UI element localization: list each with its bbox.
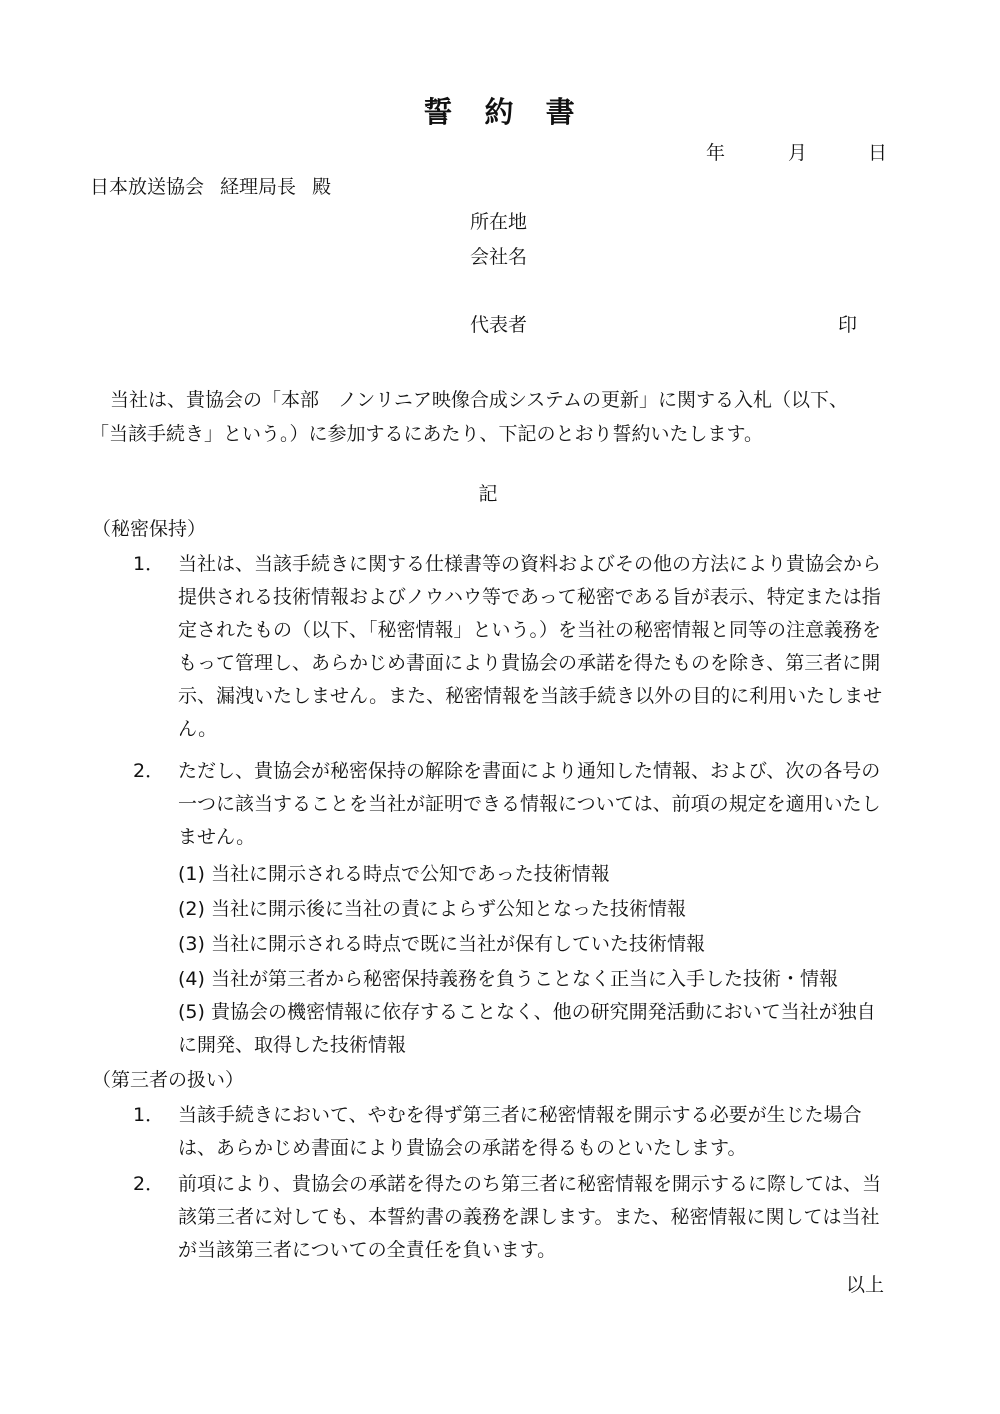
third-party-item-2: 前項により、貴協会の承諾を得たのち第三者に秘密情報を開示するに際しては、当該第三者に対しても、本誓約書の義務を課します。また、秘密情報に関しては当社が当該第三者についての全責任を負います。: [178, 1173, 882, 1261]
exception-item-1: (1) 当社に開示される時点で公知であった技術情報: [178, 863, 610, 885]
exception-item-5: (5) 貴協会の機密情報に依存することなく、他の研究開発活動において当社が独自に開発、取得した技術情報: [178, 1001, 876, 1056]
document-title: 誓 約 書: [423, 95, 577, 129]
third-party-item-1: 当該手続きにおいて、やむを得ず第三者に秘密情報を開示する必要が生じた場合は、あらかじめ書面により貴協会の承諾を得るものといたします。: [178, 1104, 862, 1159]
intro-paragraph: 当社は、貴協会の「本部 ノンリニア映像合成システムの更新」に関する入札（以下、「当該手続き」という。）に参加するにあたり、下記のとおり誓約いたします。: [90, 389, 848, 445]
confidentiality-item-1: 当社は、当該手続きに関する仕様書等の資料およびその他の方法により貴協会から提供される技術情報およびノウハウ等であって秘密である旨が表示、特定または指定されたもの（以下、「秘密情報」という。）を当社の秘密情報と同等の注意義務をもって管理し、あらかじめ書面により貴協会の承諾を得たものを除き、第三者に開示、漏洩いたしません。また、秘密情報を当該手続き以外の目的に利用いたしません。: [178, 553, 883, 740]
exception-item-4: (4) 当社が第三者から秘密保持義務を負うことなく正当に入手した技術・情報: [178, 968, 838, 990]
seal-mark: 印: [838, 314, 858, 336]
addressee: 日本放送協会 経理局長 殿: [90, 176, 332, 198]
date-year: 年: [706, 142, 726, 164]
ki-heading: 記: [478, 483, 498, 505]
section-heading-confidentiality: （秘密保持）: [92, 518, 207, 540]
company-label: 会社名: [470, 246, 528, 268]
representative-label: 代表者: [470, 314, 528, 336]
closing-mark: 以上: [846, 1274, 885, 1296]
location-label: 所在地: [470, 211, 528, 233]
item-number: 1．: [133, 1104, 165, 1126]
item-number: 1．: [133, 553, 165, 575]
exception-item-2: (2) 当社に開示後に当社の責によらず公知となった技術情報: [178, 898, 686, 920]
exception-item-3: (3) 当社に開示される時点で既に当社が保有していた技術情報: [178, 933, 705, 955]
date-day: 日: [868, 142, 888, 164]
item-number: 2．: [133, 1173, 165, 1195]
item-number: 2．: [133, 760, 165, 782]
date-month: 月: [788, 142, 808, 164]
section-heading-third-party: （第三者の扱い）: [92, 1069, 245, 1091]
confidentiality-item-2: ただし、貴協会が秘密保持の解除を書面により通知した情報、および、次の各号の一つに該当することを当社が証明できる情報については、前項の規定を適用いたしません。: [178, 760, 881, 848]
